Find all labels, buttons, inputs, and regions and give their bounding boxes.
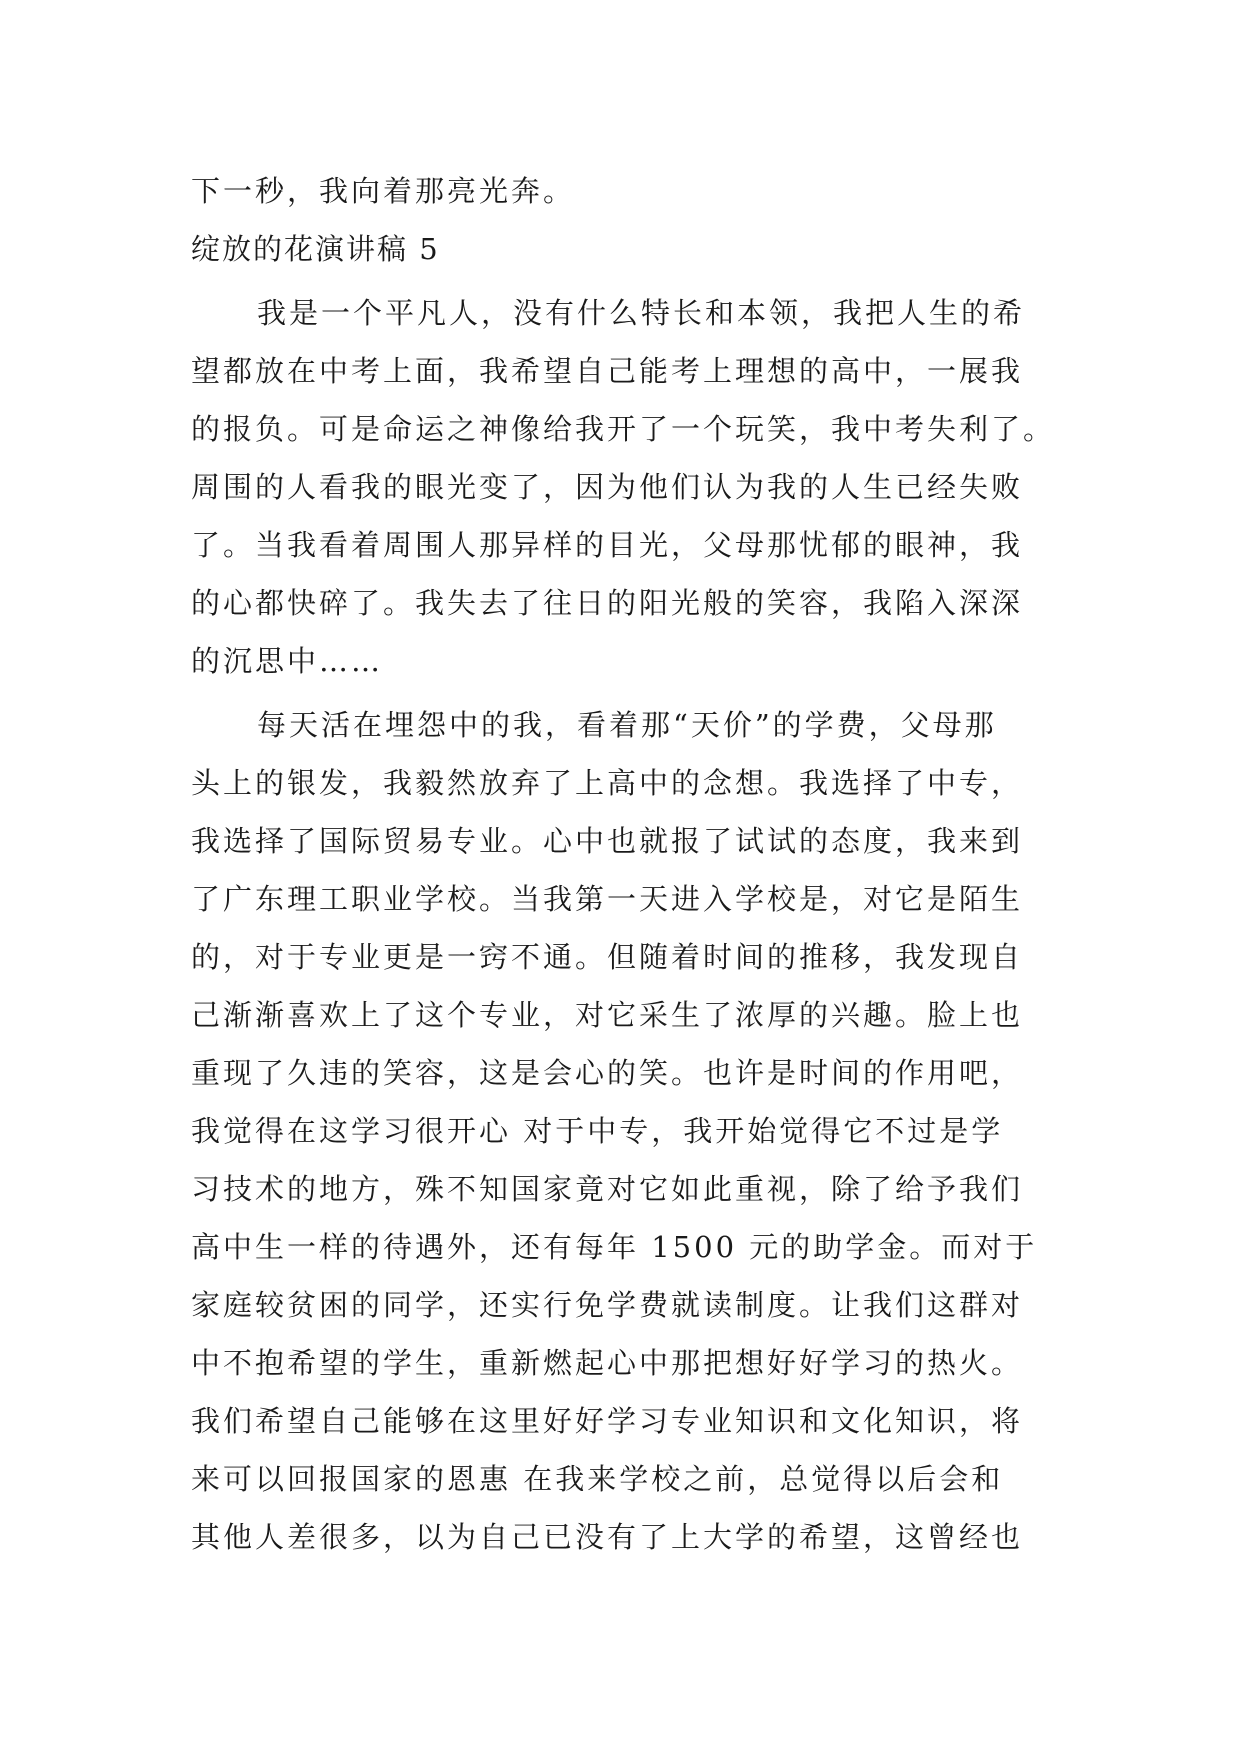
paragraph-line: 了。当我看着周围人那异样的目光，父母那忧郁的眼神，我 bbox=[191, 528, 1024, 562]
paragraph-line: 重现了久违的笑容，这是会心的笑。也许是时间的作用吧， bbox=[191, 1056, 1024, 1090]
paragraph-line: 其他人差很多，以为自己已没有了上大学的希望，这曾经也 bbox=[191, 1520, 1024, 1554]
paragraph-line: 每天活在埋怨中的我，看着那“天价”的学费，父母那 bbox=[257, 708, 997, 742]
intro-line: 下一秒，我向着那亮光奔。 bbox=[191, 174, 576, 208]
paragraph-line: 的心都快碎了。我失去了往日的阳光般的笑容，我陷入深深 bbox=[191, 586, 1024, 620]
paragraph-line: 的报负。可是命运之神像给我开了一个玩笑，我中考失利了。 bbox=[191, 412, 1056, 446]
paragraph-line: 高中生一样的待遇外，还有每年 1500 元的助学金。而对于 bbox=[191, 1230, 1038, 1264]
paragraph-line: 头上的银发，我毅然放弃了上高中的念想。我选择了中专， bbox=[191, 766, 1024, 800]
document-body bbox=[191, 162, 1056, 1566]
paragraph-line: 中不抱希望的学生，重新燃起心中那把想好好学习的热火。 bbox=[191, 1346, 1024, 1380]
paragraph bbox=[191, 696, 1051, 1566]
paragraph-line: 家庭较贫困的同学，还实行免学费就读制度。让我们这群对 bbox=[191, 1288, 1024, 1322]
paragraph-line: 周围的人看我的眼光变了，因为他们认为我的人生已经失败 bbox=[191, 470, 1024, 504]
paragraph-line: 我们希望自己能够在这里好好学习专业知识和文化知识，将 bbox=[191, 1404, 1024, 1438]
paragraph-line: 望都放在中考上面，我希望自己能考上理想的高中，一展我 bbox=[191, 354, 1024, 388]
paragraph-line: 己渐渐喜欢上了这个专业，对它采生了浓厚的兴趣。脸上也 bbox=[191, 998, 1024, 1032]
paragraph-line: 我选择了国际贸易专业。心中也就报了试试的态度，我来到 bbox=[191, 824, 1024, 858]
paragraph-line: 来可以回报国家的恩惠 在我来学校之前，总觉得以后会和 bbox=[191, 1462, 1004, 1496]
paragraph-line: 我是一个平凡人，没有什么特长和本领，我把人生的希 bbox=[257, 296, 1026, 330]
paragraph-line: 的，对于专业更是一窍不通。但随着时间的推移，我发现自 bbox=[191, 940, 1024, 974]
paragraph-line: 的沉思中…… bbox=[191, 644, 384, 678]
paragraph-line: 习技术的地方，殊不知国家竟对它如此重视，除了给予我们 bbox=[191, 1172, 1024, 1206]
paragraph bbox=[191, 284, 1056, 690]
paragraph-line: 了广东理工职业学校。当我第一天进入学校是，对它是陌生 bbox=[191, 882, 1024, 916]
paragraph-line: 我觉得在这学习很开心 对于中专，我开始觉得它不过是学 bbox=[191, 1114, 1004, 1148]
section-heading: 绽放的花演讲稿 5 bbox=[191, 232, 440, 266]
